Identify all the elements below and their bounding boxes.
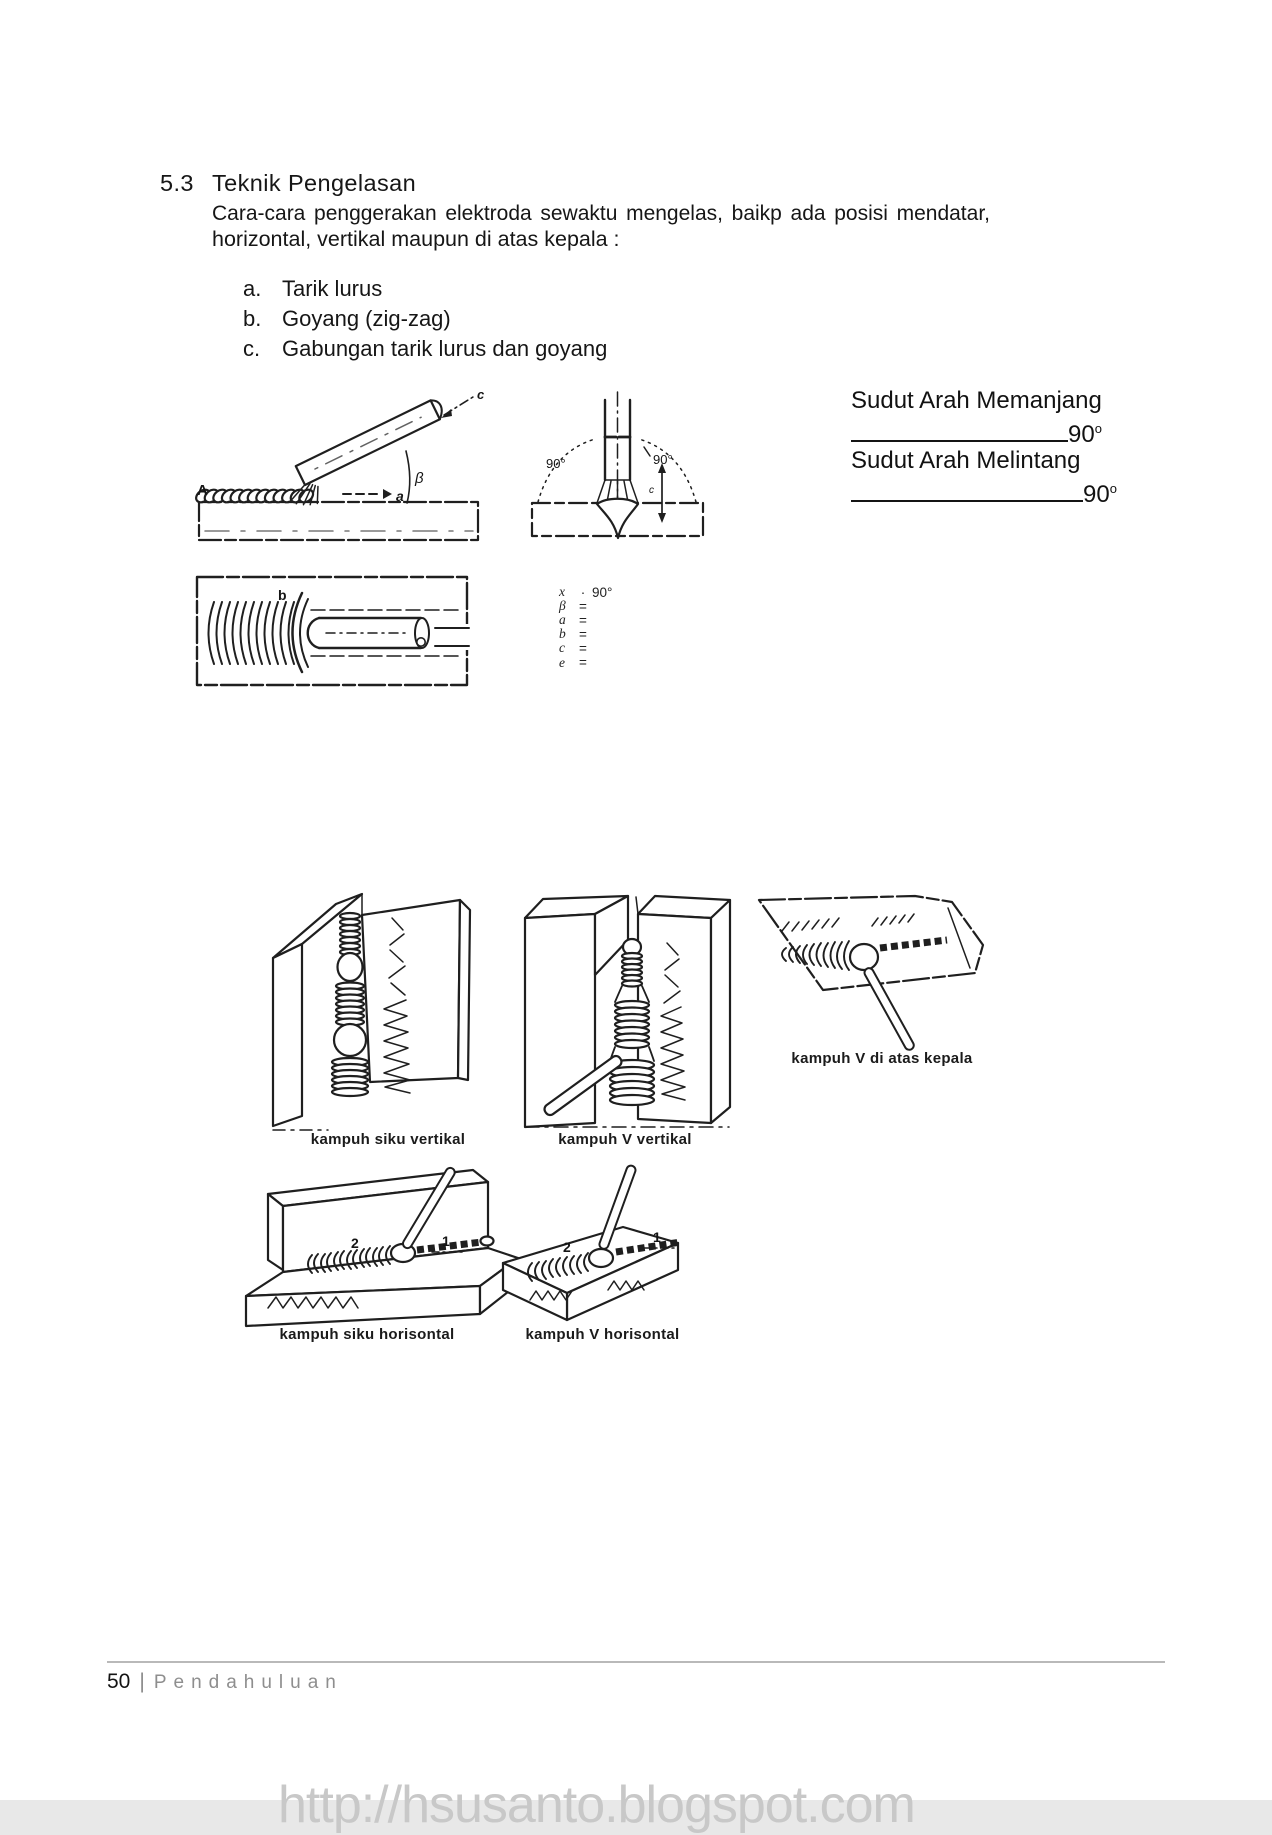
intro-paragraph-line1: Cara-cara penggerakan elektroda sewaktu mengelas, baikp ada posisi mendatar, <box>212 202 990 225</box>
legend-symbol: x <box>559 584 565 600</box>
intro-paragraph-line2: horizontal, vertikal maupun di atas kepala : <box>212 227 620 251</box>
list-text: Tarik lurus <box>282 276 383 301</box>
legend-row <box>559 627 612 641</box>
label-a: a <box>396 488 404 504</box>
pass-number-2: 2 <box>351 1235 359 1251</box>
footer-divider <box>107 1661 1165 1663</box>
legend-eq: = <box>579 626 587 642</box>
label-A: A <box>197 482 208 499</box>
caption-v-overhead: kampuh V di atas kepala <box>791 1050 973 1067</box>
label-c: c <box>477 387 485 402</box>
legend-row <box>559 641 612 655</box>
figure-electrode-drag-angle <box>175 385 505 560</box>
figure-v-horizontal <box>498 1168 703 1338</box>
list-text: Gabungan tarik lurus dan goyang <box>282 336 608 361</box>
list-marker: a. <box>243 276 262 301</box>
list-marker: c. <box>243 336 261 361</box>
caption-v-horizontal: kampuh V horisontal <box>525 1326 680 1343</box>
angle-value: 90 <box>1083 481 1110 508</box>
figure-legend <box>559 585 612 670</box>
section-title: Teknik Pengelasan <box>212 170 417 196</box>
list-text: Goyang (zig-zag) <box>282 306 451 331</box>
list-marker: b. <box>243 306 262 331</box>
angle-note-value-2 <box>851 476 1121 506</box>
label-beta: β <box>415 470 424 487</box>
figure-plan-view-weave <box>195 572 490 697</box>
footer-section: Pendahuluan <box>153 1672 343 1693</box>
pass-number-2: 2 <box>563 1239 571 1255</box>
footer-separator: | <box>139 1670 145 1693</box>
pass-number-1: 1 <box>442 1233 450 1249</box>
angle-note-label-1: Sudut Arah Memanjang <box>851 387 1102 414</box>
section-heading <box>160 170 416 197</box>
legend-value: 90° <box>592 584 613 600</box>
legend-eq: = <box>579 598 587 614</box>
figure-fillet-horizontal <box>238 1168 523 1338</box>
caption-v-vertical: kampuh V vertikal <box>558 1131 692 1148</box>
degree-mark: o <box>1109 481 1117 496</box>
label-c-small: c <box>649 485 654 496</box>
list-item-c <box>243 336 607 362</box>
pass-number-1: 1 <box>653 1229 661 1245</box>
angle-note-label-2: Sudut Arah Melintang <box>851 447 1081 474</box>
legend-eq: = <box>579 655 587 671</box>
legend-row <box>559 655 612 669</box>
angle-note-value-1 <box>851 416 1121 446</box>
fill-in-line <box>851 476 1083 502</box>
legend-eq: = <box>579 640 587 656</box>
legend-symbol: b <box>559 626 566 642</box>
label-90-left: 90° <box>546 456 566 471</box>
legend-eq: · <box>580 584 586 600</box>
list-item-b <box>243 306 451 332</box>
section-number: 5.3 <box>160 170 194 196</box>
label-90-right: 90° <box>653 452 673 467</box>
angle-value: 90 <box>1068 421 1095 448</box>
legend-row <box>559 599 612 613</box>
caption-fillet-vertical: kampuh siku vertikal <box>310 1131 466 1148</box>
legend-row <box>559 585 612 599</box>
figure-v-overhead <box>742 868 1022 1073</box>
legend-eq: = <box>579 612 587 628</box>
list-item-a <box>243 276 382 302</box>
page-footer <box>107 1670 343 1694</box>
figure-electrode-perpendicular <box>525 392 720 552</box>
page-number: 50 <box>107 1670 131 1693</box>
arrow-head <box>383 489 392 499</box>
legend-symbol: β <box>559 598 566 614</box>
caption-fillet-horizontal: kampuh siku horisontal <box>279 1326 455 1343</box>
watermark-url: http://hsusanto.blogspot.com <box>278 1776 915 1834</box>
legend-symbol: a <box>559 612 566 628</box>
figure-fillet-vertical <box>258 890 493 1140</box>
label-b: b <box>278 587 287 603</box>
legend-symbol: e <box>559 654 565 670</box>
fill-in-line <box>851 416 1068 442</box>
legend-symbol: c <box>559 640 565 656</box>
degree-mark: o <box>1094 421 1102 436</box>
angle-notes <box>851 386 1121 506</box>
figure-v-vertical <box>515 885 735 1133</box>
legend-row <box>559 613 612 627</box>
